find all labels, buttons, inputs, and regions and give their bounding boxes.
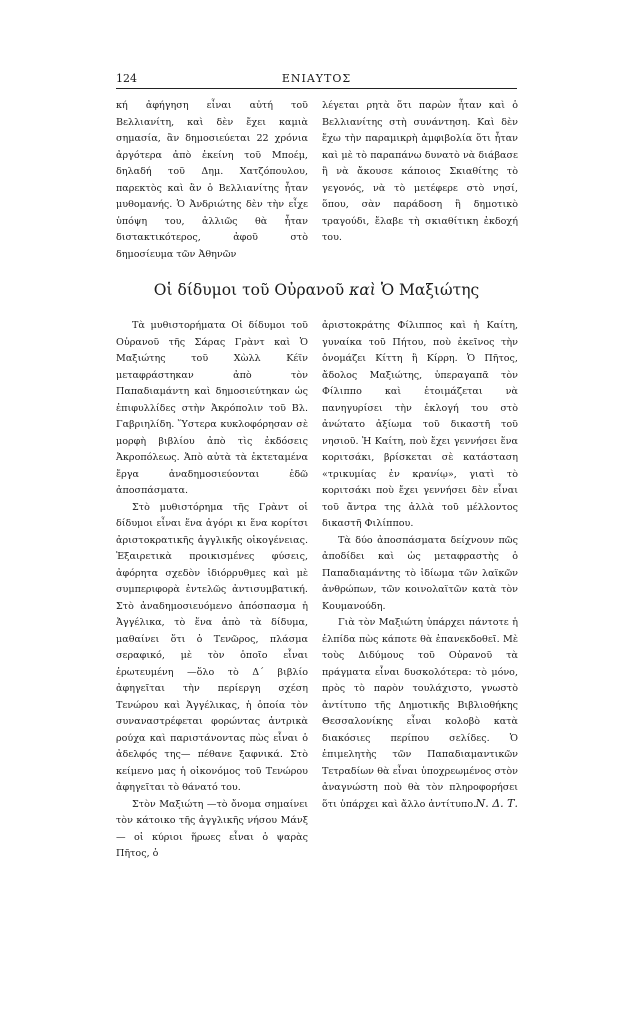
page-header bbox=[116, 72, 517, 89]
article-title bbox=[116, 281, 517, 299]
running-title: ΕΝΙΑΥΤΟΣ bbox=[281, 72, 352, 85]
title-part-2: Ὁ Μαξιώτης bbox=[380, 281, 480, 299]
paragraph: Τὰ μυθιστορήματα Οἱ δίδυμοι τοῦ Οὐρανοῦ τῆς Σάρας Γρὰντ καὶ Ὁ Μαξιώτης τοῦ Χὼλλ Κέϊν μεταφράστηκαν ἀπὸ τὸν Παπαδιαμάντη καὶ δημοσιεύτηκαν ὡς ἐπιφυλλίδες στὴν Ἀκρόπολιν τοῦ Βλ. Γαβριηλίδη. Ὕστερα κυκλοφόρησαν σὲ μορφὴ βιβλίου ἀπὸ τὶς ἐκδόσεις Ἀκροπόλεως. Ἀπὸ αὐτὰ τὰ ἐκτεταμένα ἔργα ἀναδημοσιεύονται ἐδῶ ἀποσπάσματα. bbox=[116, 320, 308, 496]
paragraph: Στὸ μυθιστόρημα τῆς Γρὰντ οἱ δίδυμοι εἶναι ἕνα ἀγόρι κι ἕνα κορίτσι ἀριστοκρατικῆς ἀγγλικῆς οἰκογένειας. Ἐξαιρετικὰ προικισμένες φύσεις, ἀφόρητα σχεδὸν ἰδιόρρυθμες καὶ μὲ συμπεριφορὰ ἐντελῶς ἀντισυμβατική. Στὸ ἀναδημοσιευόμενο ἀπόσπασμα ἡ Ἀγγέλικα, τὸ ἕνα ἀπὸ τὰ δίδυμα, μαθαίνει ὅτι ὁ Τενῶρος, πλάσμα σεραφικό, μὲ τὸν ὁποῖο εἶναι ἐρωτευμένη —ὅλο τὸ Δ΄ βιβλίο ἀφηγεῖται τὴν περίεργη σχέση Τενώρου καὶ Ἀγγέλικας, ἡ ὁποία τὸν συναναστρέφεται φορώντας ἀντρικὰ ρούχα καὶ παριστάνοντας πὼς εἶναι ὁ ἀδελφός της— πέθανε ξαφνικά. Στὸ κείμενο μας ἡ οἰκονόμος τοῦ Τενώρου ἀφηγεῖται τὸ θάνατό του. bbox=[116, 501, 308, 793]
paragraph: ἀριστοκράτης Φίλιππος καὶ ἡ Καίτη, γυναίκα τοῦ Πήτου, ποὺ ἐκεῖνος τὴν ὀνομάζει Κίττη ἢ Κίρρη. Ὁ Πῆτος, ἄδολος Μαξιώτης, ὑπεραγαπᾶ τὸν Φίλιππο καὶ ἑτοιμάζεται νὰ πανηγυρίσει τὴν ἐκλογή του στὸ ἀνώτατο ἀξίωμα τοῦ δικαστῆ τοῦ νησιοῦ. Ἡ Καίτη, ποὺ ἔχει γεννήσει ἕνα κοριτσάκι, βρίσκεται σὲ κατάσταση «τρικυμίας ἐν κρανίῳ», γιατὶ τὸ κοριτσάκι ποὺ ἔχει γεννήσει δὲν εἶναι τοῦ ἄντρα της ἀλλὰ τοῦ μέλλοντος δικαστῆ Φιλίππου. bbox=[322, 320, 518, 529]
paragraph: Γιὰ τὸν Μαξιώτη ὑπάρχει πάντοτε ἡ ἐλπίδα πὼς κάποτε θὰ ἐπανεκδοθεῖ. Μὲ τοὺς Διδύμους τοῦ Οὐρανοῦ τὰ πράγματα εἶναι δυσκολότερα: τὸ μόνο, πρὸς τὸ παρὸν τουλάχιστο, γνωστὸ ἀντίτυπο τῆς Δημοτικῆς Βιβλιοθήκης Θεσσαλονίκης εἶναι κολοβὸ κατὰ διακόσιες περίπου σελίδες. Ὁ ἐπιμελητὴς τῶν Παπαδιαμαντικῶν Τετραδίων θὰ εἶναι ὑποχρεωμένος στὸν ἀναγνώστη ποὺ θὰ τὸν πληροφορήσει ὅτι ὑπάρχει καὶ ἄλλο ἀντίτυπο. bbox=[322, 617, 518, 810]
article-right-column bbox=[322, 318, 518, 813]
title-part-1: Οἱ δίδυμοι τοῦ Οὐρανοῦ bbox=[153, 281, 345, 299]
article-left-column bbox=[116, 318, 308, 863]
paragraph: λέγεται ρητὰ ὅτι παρὼν ἦταν καὶ ὁ Βελλιανίτης στὴ συνάντηση. Καὶ δὲν ἔχω τὴν παραμικρὴ ἀμφιβολία ὅτι ἦταν καὶ μὲ τὸ παραπάνω δυνατὸ νὰ διάβασε ἢ νὰ ἄκουσε κάποιος Σκιαθίτης τὸ γεγονός, νὰ τὸ μετέφερε στὸ νησί, ὅπου, σὰν παράδοση ἢ δημοτικὸ τραγούδι, ἔλαβε τὴ σκιαθίτικη ἐκδοχή του. bbox=[322, 100, 518, 243]
paragraph: κή ἀφήγηση εἶναι αὐτή τοῦ Βελλιανίτη, καὶ δὲν ἔχει καμιὰ σημασία, ἂν δημοσιεύεται 22 χρόνια ἀργότερα ἀπὸ ἐκείνη τοῦ Μποέμ, δηλαδή τοῦ Δημ. Χατζόπουλου, παρεκτὸς καὶ ἂν ὁ Βελλιανίτης ἦταν μυθομανής. Ὁ Ἀνδριώτης δὲν τὴν εἶχε ὑπόψη του, ἀλλιῶς θὰ ἦταν διστακτικότερος, ἀφοῦ στὸ δημοσίευμα τῶν Ἀθηνῶν bbox=[116, 100, 308, 260]
paragraph: Στὸν Μαξιώτη —τὸ ὄνομα σημαίνει τὸν κάτοικο τῆς ἀγγλικῆς νήσου Μάνξ— οἱ κύριοι ἥρωες εἶναι ὁ ψαρὰς Πῆτος, ὁ bbox=[116, 798, 308, 859]
author-signature: Ν. Δ. Τ. bbox=[475, 797, 518, 810]
top-text-right-column bbox=[322, 98, 518, 247]
top-text-left-column bbox=[116, 98, 308, 263]
page-number: 124 bbox=[116, 72, 137, 85]
paragraph: Τὰ δύο ἀποσπάσματα δείχνουν πῶς ἀποδίδει καὶ ὡς μεταφραστὴς ὁ Παπαδιαμάντης τὸ ἰδίωμα τῶν λαϊκῶν ἀνθρώπων, τῶν κοινολαϊτῶν κατὰ τὸν Κουμανούδη. bbox=[322, 534, 518, 612]
title-connector: καὶ bbox=[349, 281, 376, 299]
